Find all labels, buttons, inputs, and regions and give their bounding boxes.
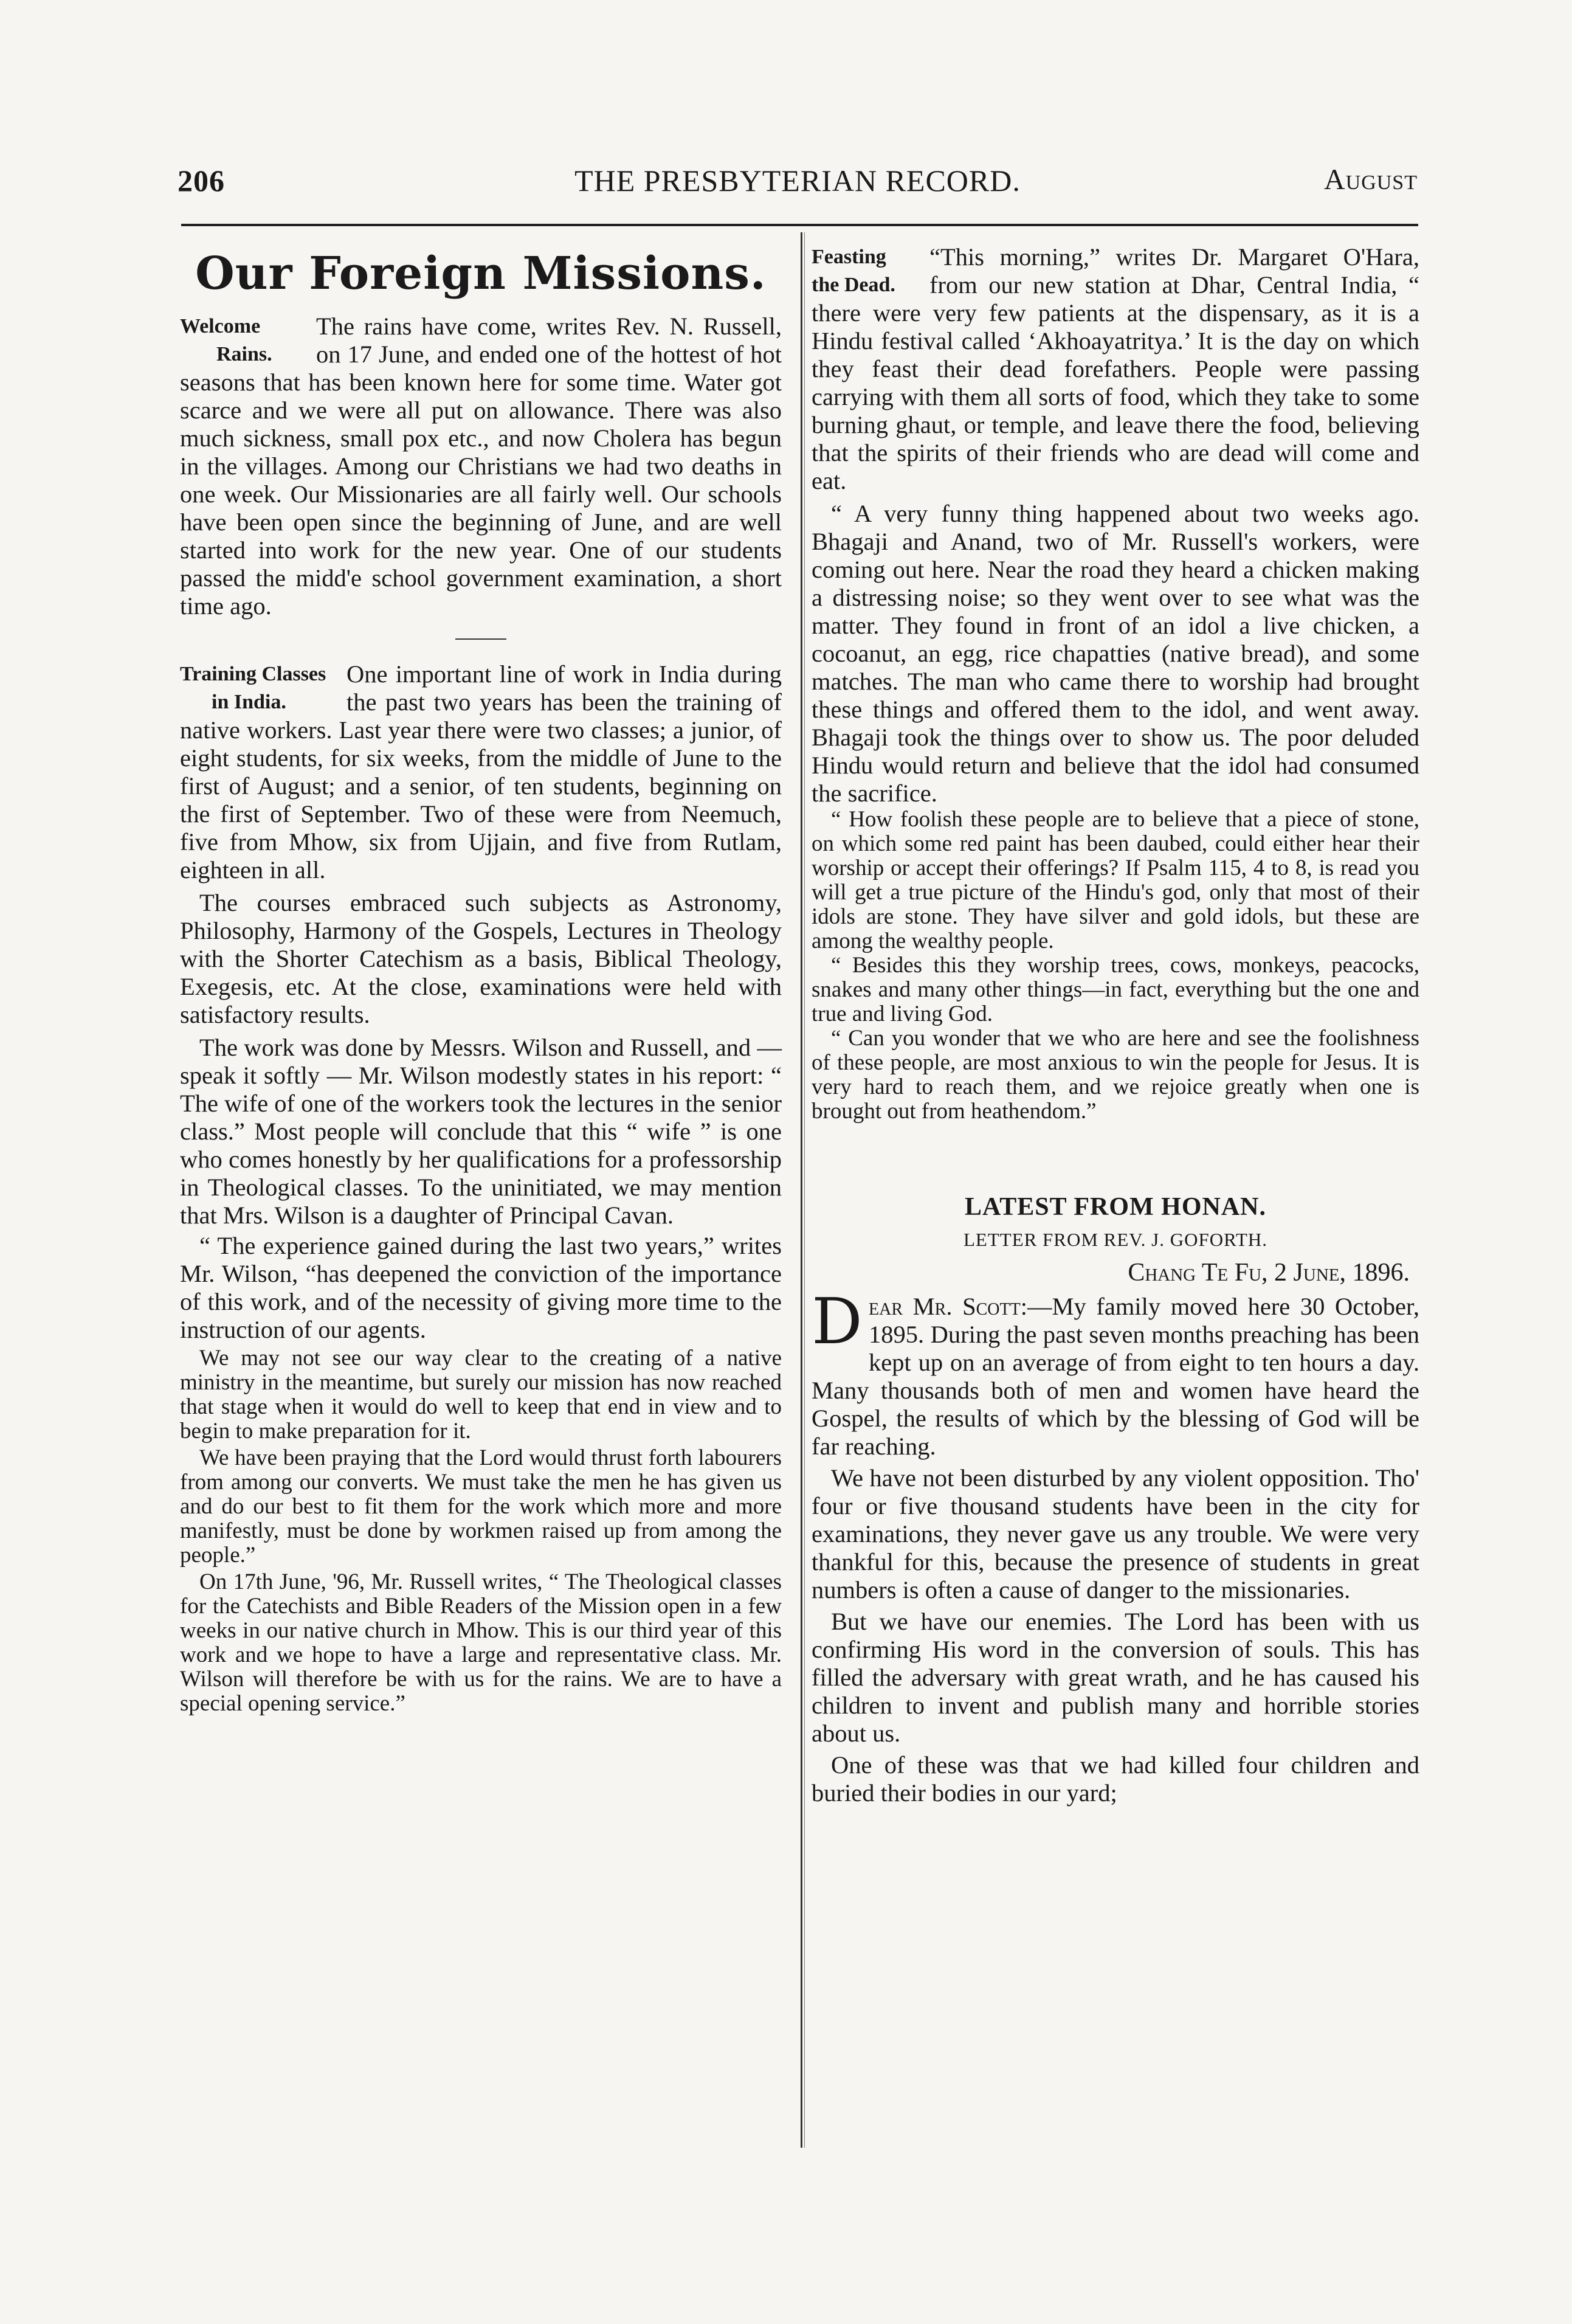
feasting-paragraph (812, 243, 1419, 495)
article-title: LATEST FROM HONAN. (965, 1193, 1266, 1221)
column-divider-inner (804, 232, 805, 2148)
paragraph: The work was done by Messrs. Wilson and Russell, and — speak it softly — Mr. Wilson modestly states in his report: “ The wife of one of the workers took the lectures in the senior class.” Most people will conclude that this “ wife ” is one who comes honestly by her qualifications for a professorship in Theological classes. To the uninitiated, we may mention that Mrs. Wilson is a daughter of Principal Cavan. (180, 1034, 782, 1229)
paragraph: We have been praying that the Lord would thrust forth labourers from among our converts. We must take the men he has given us and do our best to fit them for the work which more and more manifestly, must be done by workmen raised up from among the people.” (180, 1445, 782, 1568)
page-header (178, 163, 1418, 206)
sidehead-line-2: Rains. (216, 343, 272, 365)
left-column (180, 243, 782, 1716)
page-number: 206 (178, 164, 225, 198)
drop-cap: D (812, 1284, 863, 1358)
sidehead-line-2: in India. (212, 691, 286, 713)
column-divider (801, 232, 802, 2148)
training-text-1: One important line of work in India during the past two years has been the training of native workers. Last year there were two classes; a junior, of eight students, for six weeks, from the middle of June to the first of August; and a senior, of ten students, beginning on the first of September. Two of these were from Neemuch, five from Mhow, six from Ujjain, and five from Rutlam, eighteen in all. (180, 660, 782, 884)
paragraph: “ Can you wonder that we who are here and see the foolishness of these people, are most anxious to win the people for Jesus. It is very hard to reach them, and we rejoice greatly when one is brought out from heathendom.” (812, 1026, 1419, 1124)
welcome-sidehead (180, 313, 306, 368)
header-rule (181, 224, 1418, 226)
sidehead-line-1: Welcome (180, 315, 261, 337)
salutation: ear Mr. Scott (869, 1293, 1021, 1320)
feasting-text-1: “This morning,” writes Dr. Margaret O'Hara, from our new station at Dhar, Central India, “ there were very few patients at the dispensary, as it is a Hindu festival called ‘Akhoayatritya.’ It is the day on which they feast their dead forefathers. People were passing carrying with them all sorts of food, which they take to some burning ghaut, or temple, and leave there the food, believing that the spirits of their friends who are dead will come and eat. (812, 243, 1419, 494)
paragraph: But we have our enemies. The Lord has been with us confirming His word in the conversion of souls. This has filled the adversary with great wrath, and he has caused his children to invent and publish many and horrible stories about us. (812, 1608, 1419, 1747)
letter-opening-paragraph (812, 1284, 1419, 1461)
welcome-paragraph (180, 313, 782, 620)
dateline: Chang Te Fu, 2 June, 1896. (1128, 1259, 1410, 1287)
paragraph: We have not been disturbed by any violent opposition. Tho' four or five thousand students have been in the city for examinations, they never gave us any trouble. We were very thankful for this, because the presence of students in great numbers is often a cause of danger to the missionaries. (812, 1464, 1419, 1603)
sidehead-line-1: Feasting (812, 246, 886, 268)
section-title: Our Foreign Missions. (195, 247, 767, 300)
paragraph: “ A very funny thing happened about two weeks ago. Bhagaji and Anand, two of Mr. Russell's workers, were coming out here. Near the road they heard a chicken making a distressing noise; so they went over to see what was the matter. They found in front of an idol a live chicken, a cocoanut, an egg, rice chapatties (native bread), and some matches. The man who came there to worship had brought these things and offered them to the idol, and went away. Bhagaji took the things over to show us. The poor deluded Hindu would return and believe that the idol had consumed the sacrifice. (812, 500, 1419, 807)
journal-title: THE PRESBYTERIAN RECORD. (574, 164, 1021, 198)
letter-text-1: :—My family moved here 30 October, 1895. During the past seven months preaching has been kept up on an average of from eight to ten hours a day. Many thousands both of men and women have heard the Gospel, the results of which by the blessing of God will be far reaching. (812, 1293, 1419, 1460)
paragraph: On 17th June, '96, Mr. Russell writes, “ The Theological classes for the Catechists and Bible Readers of the Mission open in a few weeks in our native church in Mhow. This is our third year of this work and we hope to have a large and representative class. Mr. Wilson will therefore be with us for the rains. We are to have a special opening service.” (180, 1569, 782, 1716)
welcome-text: The rains have come, writes Rev. N. Russell, on 17 June, and ended one of the hottest of hot seasons that has been known here for some time. Water got scarce and we were all put on allowance. There was also much sickness, small pox etc., and now Cholera has begun in the villages. Among our Christians we had two deaths in one week. Our Missionaries are all fairly well. Our schools have been open since the beginning of June, and are well started into work for the new year. One of our students passed the midd'e school government examination, a short time ago. (180, 313, 782, 620)
sidehead-line-2: the Dead. (812, 274, 895, 296)
training-paragraph (180, 660, 782, 884)
sidehead-line-1: Training Classes (180, 663, 326, 685)
paragraph: One of these was that we had killed four children and buried their bodies in our yard; (812, 1751, 1419, 1807)
separator-rule (455, 638, 506, 640)
issue-month: August (1323, 164, 1418, 196)
feasting-sidehead (812, 243, 920, 299)
paragraph: “ Besides this they worship trees, cows, monkeys, peacocks, snakes and many other things—in fact, everything but the one and true and living God. (812, 953, 1419, 1026)
paragraph: The courses embraced such subjects as Astronomy, Philosophy, Harmony of the Gospels, Lectures in Theology with the Shorter Catechism as a basis, Biblical Theology, Exegesis, etc. At the close, examinations were held with satisfactory results. (180, 889, 782, 1028)
training-sidehead (180, 660, 337, 716)
right-column (812, 243, 1419, 1807)
paragraph: “ The experience gained during the last two years,” writes Mr. Wilson, “has deepened the conviction of the importance of this work, and of the necessity of giving more time to the instruction of our agents. (180, 1232, 782, 1343)
paragraph: We may not see our way clear to the creating of a native ministry in the meantime, but surely our mission has now reached that stage when it would do well to keep that end in view and to begin to make preparation for it. (180, 1346, 782, 1444)
article-subtitle: LETTER FROM REV. J. GOFORTH. (963, 1229, 1268, 1250)
paragraph: “ How foolish these people are to believe that a piece of stone, on which some red paint has been daubed, could either hear their worship or accept their offerings? If Psalm 115, 4 to 8, is read you will get a true picture of the Hindu's god, only that most of their idols are stone. They have silver and gold idols, but these are among the wealthy people. (812, 807, 1419, 953)
